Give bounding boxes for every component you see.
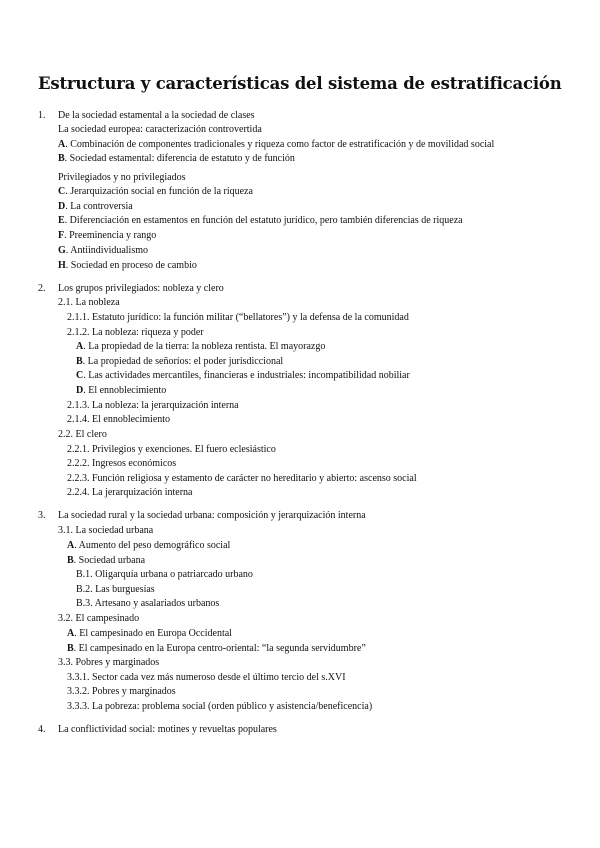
- item-text: . Preeminencia y rango: [64, 230, 157, 241]
- item-letter: B: [58, 153, 65, 164]
- section-number: 2.: [38, 283, 46, 294]
- item-letter: D: [76, 385, 84, 396]
- outline-item: [58, 124, 262, 136]
- item-letter: C: [76, 370, 84, 381]
- item-letter: B: [67, 555, 74, 566]
- item-text: 2.1.4. El ennoblecimiento: [67, 414, 171, 425]
- outline-item: [76, 569, 253, 581]
- item-letter: C: [58, 186, 66, 197]
- item-text: . Aumento del peso demográfico social: [74, 540, 231, 551]
- outline-item: [58, 245, 148, 257]
- outline-item: [58, 525, 153, 537]
- item-letter: A: [76, 341, 84, 352]
- item-letter: F: [58, 230, 65, 241]
- outline-item: [58, 110, 255, 122]
- item-text: . La propiedad de la tierra: la nobleza rentista. El mayorazgo: [83, 341, 326, 352]
- outline-item: [67, 643, 366, 655]
- outline-item: [67, 458, 176, 470]
- item-text: La sociedad rural y la sociedad urbana: composición y jerarquización interna: [58, 510, 366, 521]
- page-title: Estructura y características del sistema de estratificación: [38, 74, 562, 93]
- item-text: De la sociedad estamental a la sociedad de clases: [58, 110, 255, 121]
- outline-item: [76, 370, 410, 382]
- item-text: La conflictividad social: motines y revueltas populares: [58, 724, 277, 735]
- item-letter: B: [76, 356, 83, 367]
- outline-item: [67, 628, 232, 640]
- outline-item: [67, 312, 409, 324]
- outline-item: [58, 613, 139, 625]
- item-text: . Diferenciación en estamentos en función del estatuto jurídico, pero también diferencias de riqueza: [64, 215, 463, 226]
- outline-item: [58, 283, 224, 295]
- outline-item: [58, 153, 295, 165]
- section-number: 1.: [38, 110, 46, 121]
- item-text: 2.2.4. La jerarquización interna: [67, 487, 193, 498]
- outline-item: [67, 414, 170, 426]
- item-text: B.3. Artesano y asalariados urbanos: [76, 598, 220, 609]
- outline-item: [67, 473, 417, 485]
- outline-item: [58, 186, 253, 198]
- item-text: . El campesinado en Europa Occidental: [74, 628, 232, 639]
- outline-item: [67, 701, 372, 713]
- item-text: Privilegiados y no privilegiados: [58, 172, 186, 183]
- item-text: 2.2.2. Ingresos económicos: [67, 458, 177, 469]
- item-text: . El campesinado en la Europa centro-oriental: “la segunda servidumbre”: [73, 643, 366, 654]
- item-letter: E: [58, 215, 65, 226]
- item-text: . Antiindividualismo: [65, 245, 149, 256]
- item-text: . Combinación de componentes tradicionales y riqueza como factor de estratificación y de movilidad social: [65, 139, 495, 150]
- outline-item: [76, 356, 283, 368]
- item-text: 3.3. Pobres y marginados: [58, 657, 160, 668]
- outline-item: [58, 657, 159, 669]
- outline-item: [58, 260, 197, 272]
- outline-item: [67, 487, 193, 499]
- item-text: . Sociedad en proceso de cambio: [65, 260, 197, 271]
- outline-item: [58, 429, 107, 441]
- outline-item: [67, 672, 346, 684]
- item-text: . La propiedad de señoríos: el poder jurisdiccional: [82, 356, 284, 367]
- item-text: 3.2. El campesinado: [58, 613, 140, 624]
- item-text: 2.1.3. La nobleza: la jerarquización interna: [67, 400, 239, 411]
- item-text: 2.2.3. Función religiosa y estamento de carácter no hereditario y abierto: ascenso social: [67, 473, 417, 484]
- item-letter: A: [67, 540, 75, 551]
- item-text: 2.1.1. Estatuto jurídico: la función militar (“bellatores”) y la defensa de la comunidad: [67, 312, 409, 323]
- section-number: 4.: [38, 724, 46, 735]
- item-letter: A: [58, 139, 66, 150]
- item-text: 2.1. La nobleza: [58, 297, 120, 308]
- outline-item: [76, 584, 155, 596]
- item-text: B.1. Oligarquía urbana o patriarcado urbano: [76, 569, 253, 580]
- item-text: B.2. Las burguesías: [76, 584, 155, 595]
- outline-item: [58, 230, 156, 242]
- outline-item: [67, 686, 176, 698]
- outline-item: [67, 555, 145, 567]
- item-text: 3.3.3. La pobreza: problema social (orden público y asistencia/beneficencia): [67, 701, 373, 712]
- outline-item: [67, 540, 230, 552]
- outline-item: [76, 385, 166, 397]
- outline-item: [58, 201, 133, 213]
- item-text: 2.2.1. Privilegios y exenciones. El fuero eclesiástico: [67, 444, 276, 455]
- outline-item: [67, 400, 239, 412]
- outline-item: [67, 444, 276, 456]
- item-letter: D: [58, 201, 66, 212]
- item-text: 3.3.2. Pobres y marginados: [67, 686, 176, 697]
- item-text: 2.2. El clero: [58, 429, 107, 440]
- item-text: 3.3.1. Sector cada vez más numeroso desde el último tercio del s.XVI: [67, 672, 346, 683]
- item-letter: G: [58, 245, 66, 256]
- item-text: Los grupos privilegiados: nobleza y clero: [58, 283, 224, 294]
- item-text: . Sociedad estamental: diferencia de estatuto y de función: [64, 153, 295, 164]
- item-letter: H: [58, 260, 66, 271]
- section-number: 3.: [38, 510, 46, 521]
- outline-item: [58, 139, 494, 151]
- item-text: . Las actividades mercantiles, financieras e industriales: incompatibilidad nobiliar: [83, 370, 410, 381]
- outline-item: [58, 724, 277, 736]
- item-text: . Jerarquización social en función de la riqueza: [65, 186, 253, 197]
- outline-item: [58, 510, 366, 522]
- item-text: . La controversia: [65, 201, 133, 212]
- outline-item: [76, 341, 325, 353]
- item-letter: B: [67, 643, 74, 654]
- item-text: . Sociedad urbana: [73, 555, 146, 566]
- outline-item: [67, 327, 204, 339]
- outline-item: [58, 297, 120, 309]
- item-text: . El ennoblecimiento: [83, 385, 167, 396]
- item-text: 3.1. La sociedad urbana: [58, 525, 154, 536]
- outline-item: [76, 598, 219, 610]
- item-letter: A: [67, 628, 75, 639]
- outline-item: [58, 215, 463, 227]
- outline-item: [58, 172, 186, 184]
- item-text: La sociedad europea: caracterización controvertida: [58, 124, 262, 135]
- item-text: 2.1.2. La nobleza: riqueza y poder: [67, 327, 204, 338]
